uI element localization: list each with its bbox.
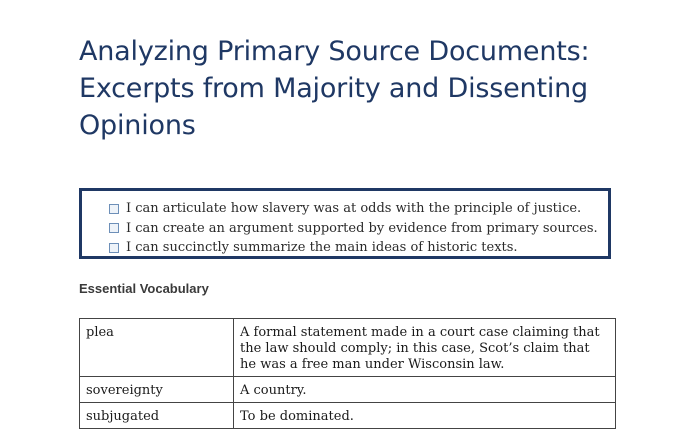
table-row [80,403,616,429]
objective-list [109,199,598,258]
objective-item[interactable] [109,219,598,239]
vocabulary-heading: Essential Vocabulary [79,281,209,296]
objective-item[interactable] [109,199,598,219]
learning-objectives-box [79,188,611,259]
page-title: Analyzing Primary Source Documents: Excerpts from Majority and Dissenting Opinions [79,36,590,141]
vocabulary-table [79,318,616,429]
objective-text: I can succinctly summarize the main ideas of historic texts. [126,240,518,256]
objective-text: I can articulate how slavery was at odds with the principle of justice. [126,201,582,217]
objective-text: I can create an argument supported by evidence from primary sources. [126,220,598,236]
checkbox-icon[interactable] [109,223,119,233]
table-row [80,319,616,377]
vocabulary-definition: A formal statement made in a court case claiming that the law should comply; in this case, Scot’s claim that he was a free man under Wisconsin law. [234,319,616,377]
table-row [80,377,616,403]
vocabulary-definition: A country. [234,377,616,403]
vocabulary-term: sovereignty [80,377,234,403]
vocabulary-term: subjugated [80,403,234,429]
vocabulary-term: plea [80,319,234,377]
objective-item[interactable] [109,238,598,258]
vocabulary-definition: To be dominated. [234,403,616,429]
checkbox-icon[interactable] [109,204,119,214]
checkbox-icon[interactable] [109,243,119,253]
